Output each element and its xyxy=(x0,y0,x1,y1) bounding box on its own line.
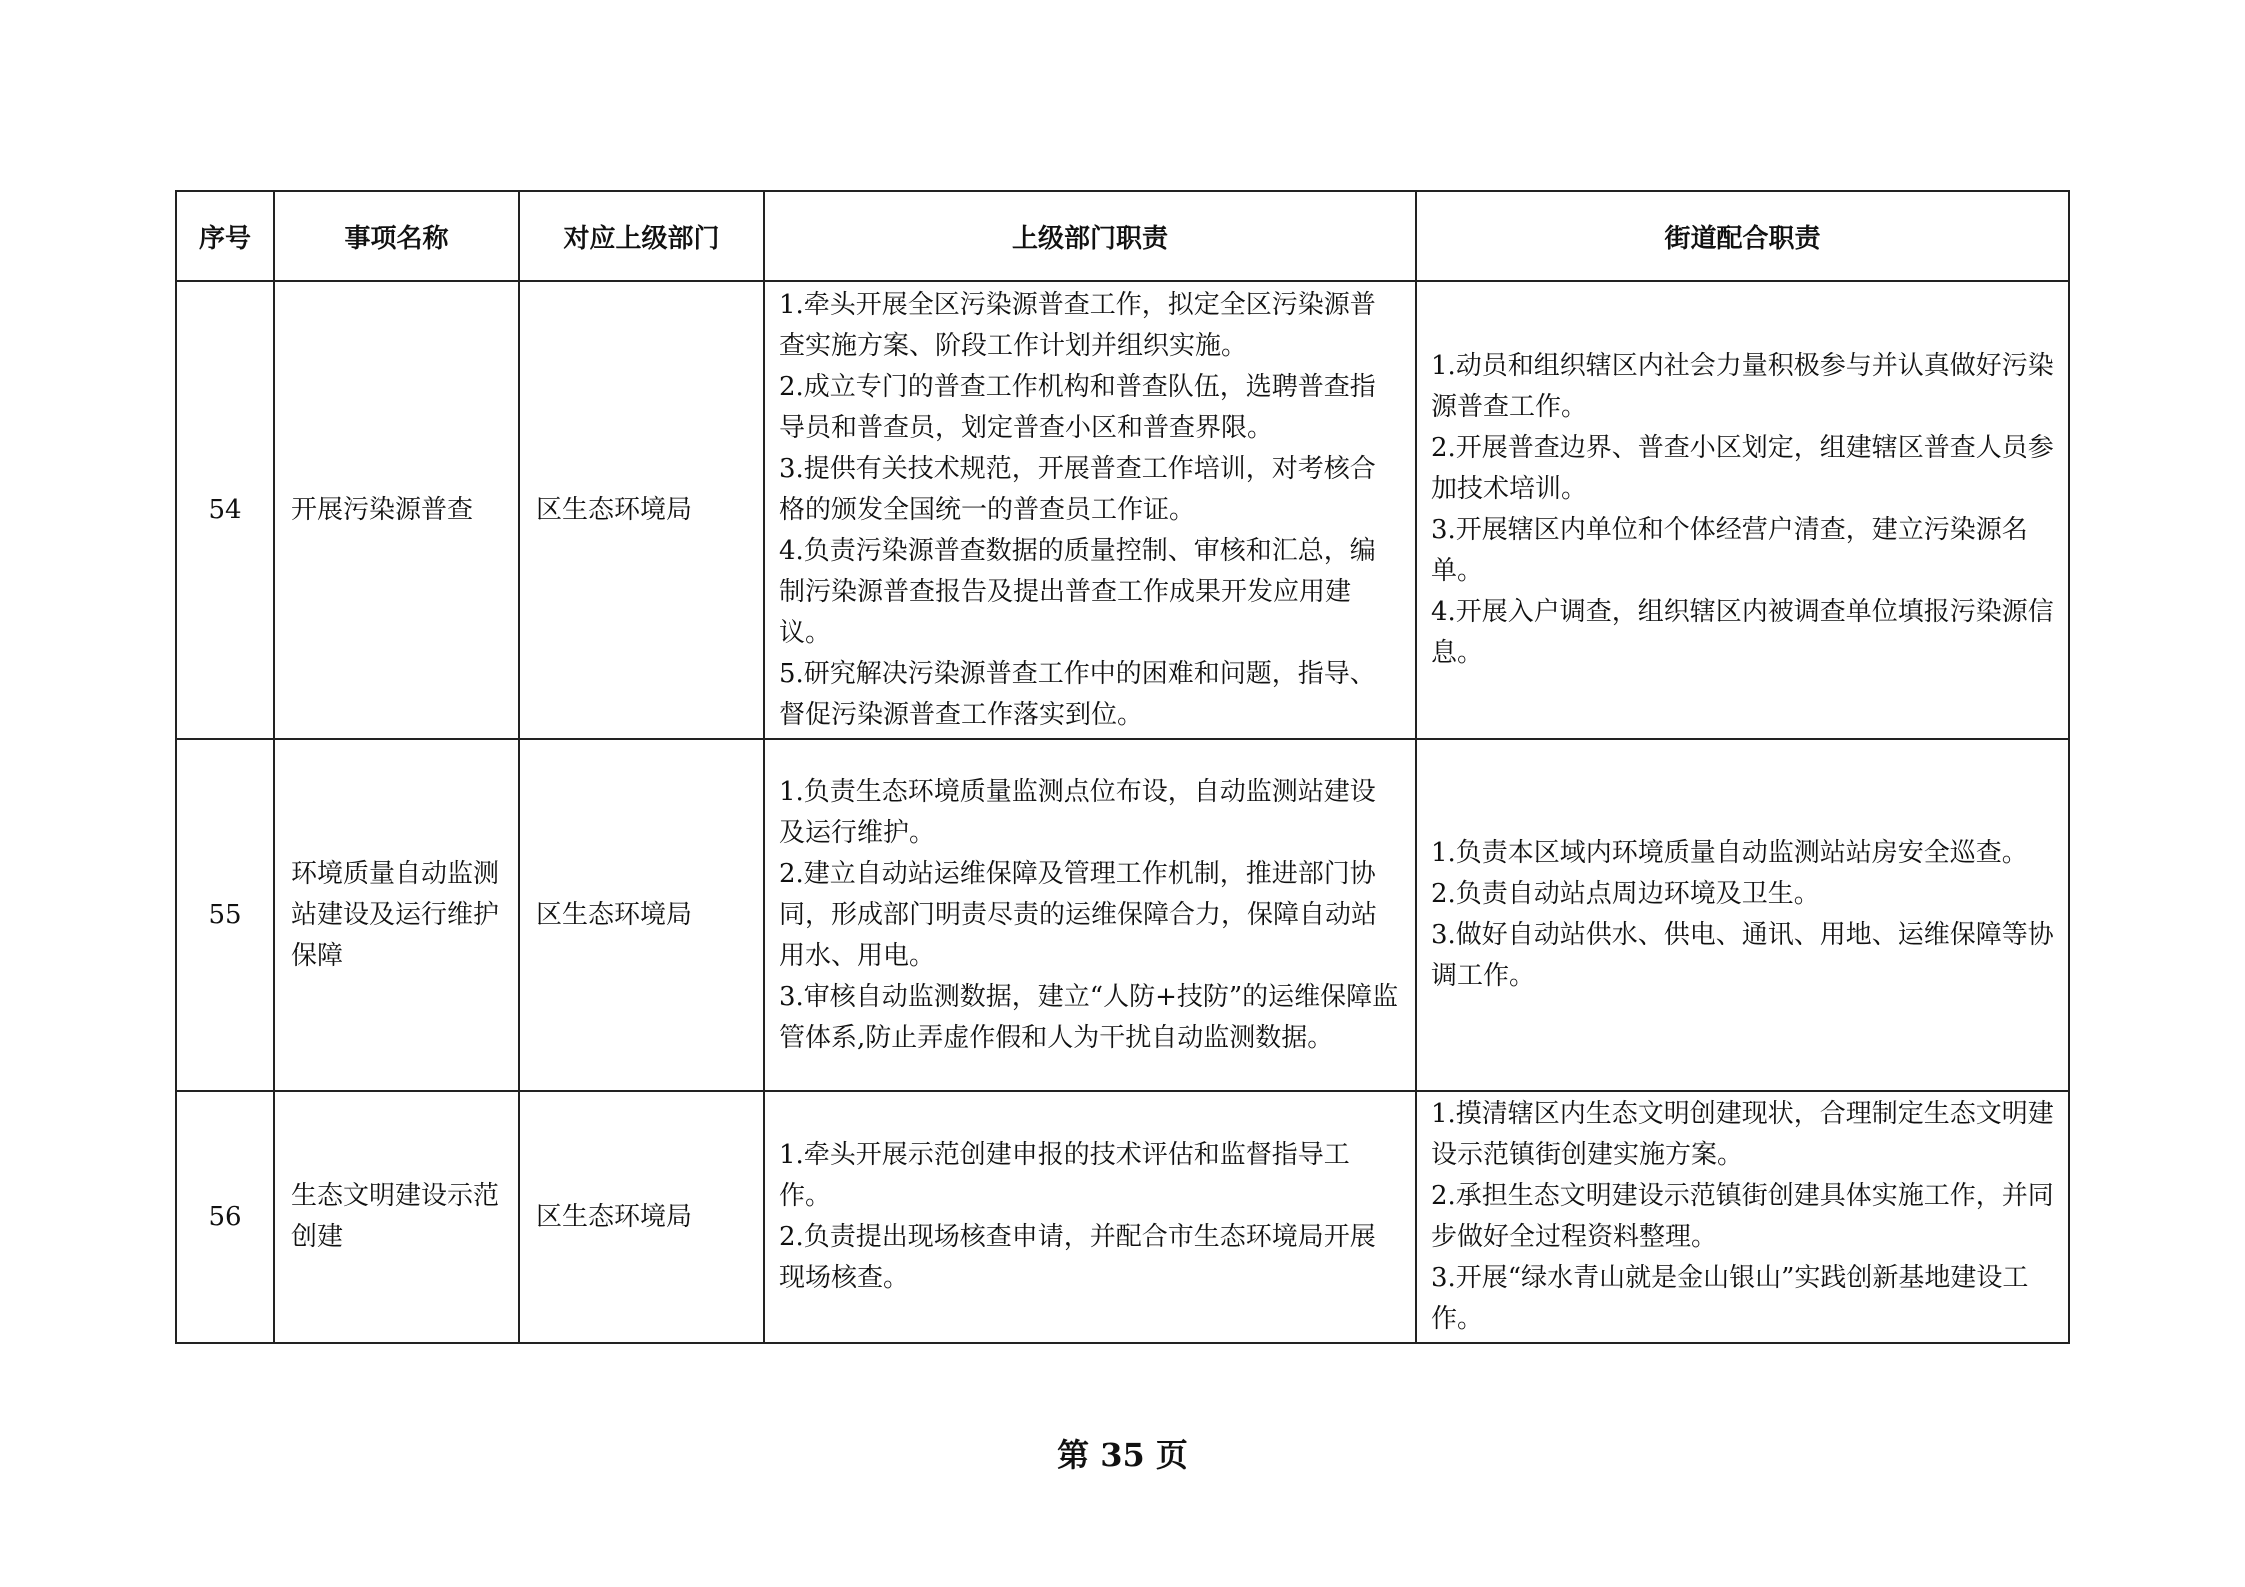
duty-item: 2.成立专门的普查工作机构和普查队伍，选聘普查指导员和普查员，划定普查小区和普查界限。 xyxy=(779,371,1376,443)
coop-item: 1.摸清辖区内生态文明创建现状，合理制定生态文明建设示范镇街创建实施方案。 xyxy=(1431,1099,2054,1170)
duty-item: 3.提供有关技术规范，开展普查工作培训，对考核合格的颁发全国统一的普查员工作证。 xyxy=(779,453,1376,525)
department: 区生态环境局 xyxy=(519,739,764,1091)
duty-item: 1.负责生态环境质量监测点位布设，自动监测站建设及运行维护。 xyxy=(779,776,1376,848)
coop-item: 4.开展入户调查，组织辖区内被调查单位填报污染源信息。 xyxy=(1431,597,2054,668)
coop-item: 3.开展“绿水青山就是金山银山”实践创新基地建设工作。 xyxy=(1431,1263,2029,1334)
page-number: 第 35 页 xyxy=(1057,1436,1188,1474)
duty-item: 3.审核自动监测数据，建立“人防+技防”的运维保障监管体系,防止弄虚作假和人为干扰自动监测数据。 xyxy=(779,981,1399,1053)
duty-item: 2.负责提出现场核查申请，并配合市生态环境局开展现场核查。 xyxy=(779,1222,1376,1293)
street-duties xyxy=(1416,739,2069,1091)
coop-item: 2.开展普查边界、普查小区划定，组建辖区普查人员参加技术培训。 xyxy=(1431,433,2054,504)
street-duties xyxy=(1416,1091,2069,1343)
row-number: 54 xyxy=(176,281,274,739)
item-name: 环境质量自动监测站建设及运行维护保障 xyxy=(274,739,519,1091)
superior-duties xyxy=(764,281,1416,739)
header-item-name: 事项名称 xyxy=(274,191,519,281)
duty-item: 5.研究解决污染源普查工作中的困难和问题，指导、督促污染源普查工作落实到位。 xyxy=(779,658,1376,730)
coop-item: 2.负责自动站点周边环境及卫生。 xyxy=(1431,879,1820,909)
superior-duties xyxy=(764,1091,1416,1343)
row-number: 55 xyxy=(176,739,274,1091)
department: 区生态环境局 xyxy=(519,1091,764,1343)
item-name: 开展污染源普查 xyxy=(274,281,519,739)
item-name: 生态文明建设示范创建 xyxy=(274,1091,519,1343)
coop-item: 2.承担生态文明建设示范镇街创建具体实施工作，并同步做好全过程资料整理。 xyxy=(1431,1181,2054,1252)
superior-duties xyxy=(764,739,1416,1091)
coop-item: 3.做好自动站供水、供电、通讯、用地、运维保障等协调工作。 xyxy=(1431,920,2054,991)
street-duties xyxy=(1416,281,2069,739)
duty-item: 4.负责污染源普查数据的质量控制、审核和汇总，编制污染源普查报告及提出普查工作成果开发应用建议。 xyxy=(779,535,1376,648)
duty-item: 1.牵头开展全区污染源普查工作，拟定全区污染源普查实施方案、阶段工作计划并组织实施。 xyxy=(779,289,1376,361)
table-header-row xyxy=(176,191,2069,281)
header-superior-department: 对应上级部门 xyxy=(519,191,764,281)
coop-item: 1.负责本区域内环境质量自动监测站站房安全巡查。 xyxy=(1431,838,2028,868)
header-superior-duties: 上级部门职责 xyxy=(764,191,1416,281)
coop-item: 3.开展辖区内单位和个体经营户清查，建立污染源名单。 xyxy=(1431,515,2028,586)
header-serial-number: 序号 xyxy=(176,191,274,281)
department: 区生态环境局 xyxy=(519,281,764,739)
table-row xyxy=(176,739,2069,1091)
coop-item: 1.动员和组织辖区内社会力量积极参与并认真做好污染源普查工作。 xyxy=(1431,351,2054,422)
header-street-cooperation: 街道配合职责 xyxy=(1416,191,2069,281)
duty-table xyxy=(175,190,2070,1344)
table-row xyxy=(176,281,2069,739)
row-number: 56 xyxy=(176,1091,274,1343)
duty-item: 1.牵头开展示范创建申报的技术评估和监督指导工作。 xyxy=(779,1140,1350,1211)
table-row xyxy=(176,1091,2069,1343)
duty-item: 2.建立自动站运维保障及管理工作机制，推进部门协同，形成部门明责尽责的运维保障合力，保障自动站用水、用电。 xyxy=(779,858,1378,971)
